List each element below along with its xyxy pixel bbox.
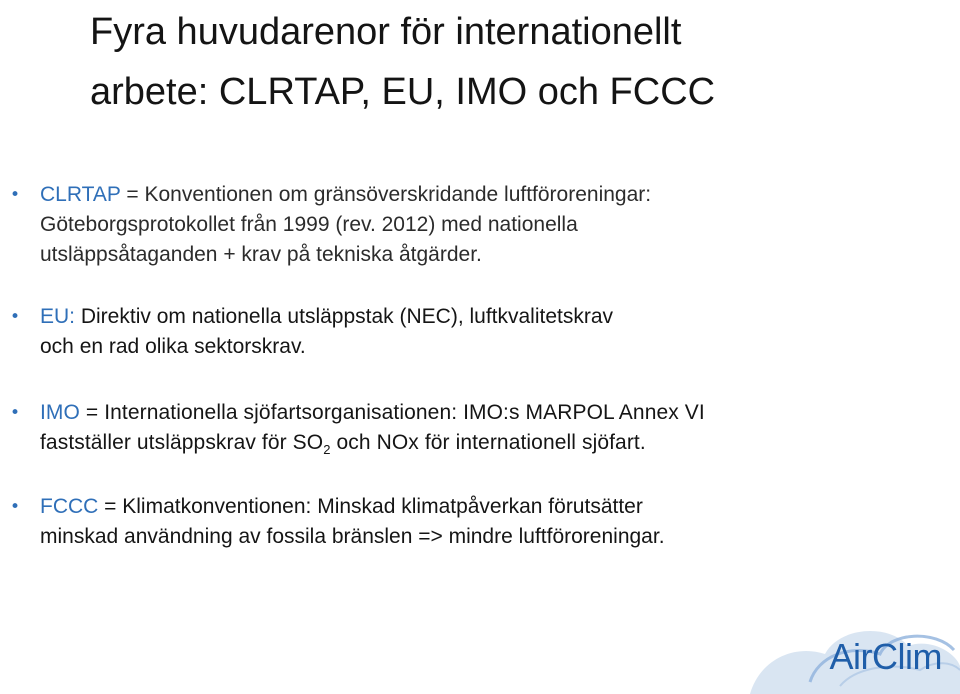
- slide-title-line-1: Fyra huvudarenor för internationellt: [90, 11, 682, 53]
- bullet-line: minskad användning av fossila bränslen => mindre luftföroreningar.: [40, 525, 665, 548]
- bullet-text: fastställer utsläppskrav för SO: [40, 431, 324, 454]
- bullet-marker: •: [10, 403, 21, 423]
- bullet-text: = Konventionen om gränsöverskridande luftföroreningar:: [120, 183, 652, 206]
- bullet-item-eu: [40, 302, 940, 362]
- bullet-marker: •: [10, 185, 21, 205]
- bullet-marker: •: [10, 307, 21, 327]
- bullet-line: och en rad olika sektorskrav.: [40, 335, 306, 358]
- bullet-line: [40, 492, 940, 522]
- logo-text: AirClim: [829, 636, 942, 677]
- keyword-imo: IMO: [40, 401, 80, 424]
- bullet-item-imo: [40, 398, 940, 458]
- keyword-fccc: FCCC: [40, 495, 99, 518]
- bullet-text: = Klimatkonventionen: Minskad klimatpåverkan förutsätter: [98, 495, 643, 518]
- bullet-text: Direktiv om nationella utsläppstak (NEC), luftkvalitetskrav: [75, 305, 614, 328]
- bullet-item-clrtap: [40, 180, 940, 270]
- bullet-item-fccc: [40, 492, 940, 552]
- bullet-text: = Internationella sjöfartsorganisationen: IMO:s MARPOL Annex VI: [79, 401, 705, 424]
- bullet-line: Göteborgsprotokollet från 1999 (rev. 2012) med nationella: [40, 213, 578, 236]
- keyword-eu: EU:: [40, 305, 76, 328]
- bullet-marker: •: [10, 497, 21, 517]
- bullet-line: utsläppsåtaganden + krav på tekniska åtgärder.: [40, 243, 482, 266]
- bullet-line: [40, 180, 940, 210]
- subscript-2: 2: [323, 442, 331, 457]
- bullet-text: och NOx för internationell sjöfart.: [330, 431, 646, 454]
- bullet-line: [40, 428, 940, 458]
- bullet-line: [40, 398, 940, 428]
- slide-title-line-2: arbete: CLRTAP, EU, IMO och FCCC: [90, 71, 716, 113]
- bullet-line: [40, 302, 940, 332]
- keyword-clrtap: CLRTAP: [40, 183, 121, 206]
- airclim-logo: [740, 604, 960, 694]
